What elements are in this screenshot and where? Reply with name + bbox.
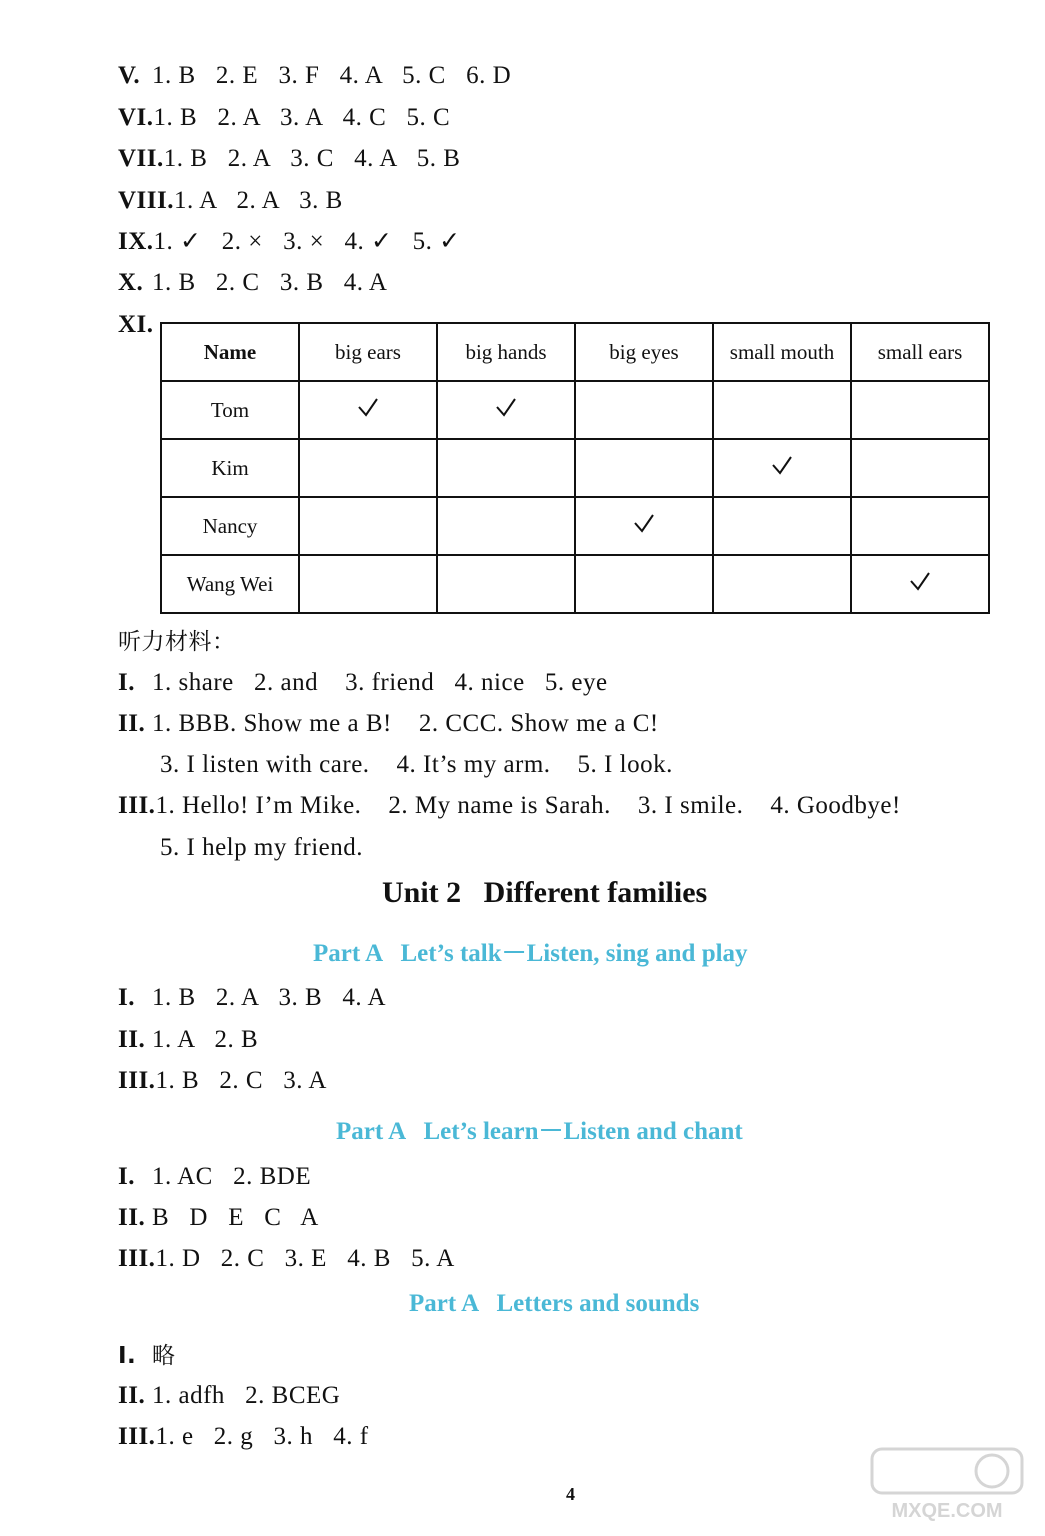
- listening-line: [160, 750, 673, 780]
- listening-line: [160, 833, 363, 863]
- table-cell: [851, 381, 989, 439]
- answer-line: [118, 1025, 258, 1055]
- table-row: [161, 381, 989, 439]
- table-cell: [851, 497, 989, 555]
- table-row: [161, 497, 989, 555]
- answer-text: 1. ✓ 2. × 3. × 4. ✓ 5. ✓: [153, 228, 461, 255]
- answer-text: 1. B 2. C 3. B 4. A: [152, 269, 388, 296]
- check-mark-icon: [633, 513, 655, 533]
- answer-line-vi: [118, 103, 450, 133]
- table-cell: [713, 381, 851, 439]
- roman-numeral: XI.: [118, 311, 154, 338]
- answer-text: 1. B 2. A 3. B 4. A: [152, 984, 387, 1011]
- roman-numeral: III.: [118, 792, 156, 819]
- table-cell: [713, 497, 851, 555]
- listening-line: [118, 709, 659, 739]
- listening-text: 1. share 2. and 3. friend 4. nice 5. eye: [152, 669, 608, 696]
- answer-line: [118, 1203, 319, 1233]
- check-mark-icon: [495, 397, 517, 417]
- page-number: 4: [566, 1484, 575, 1504]
- table-cell: [851, 555, 989, 613]
- answer-line: [118, 983, 386, 1013]
- table-name-cell: Tom: [161, 381, 299, 439]
- answer-line-x: [118, 268, 387, 298]
- roman-numeral: III.: [118, 1245, 156, 1272]
- table-cell: [575, 555, 713, 613]
- roman-numeral: I.: [118, 1163, 135, 1190]
- roman-numeral: VI.: [118, 104, 154, 131]
- table-header-cell: big eyes: [575, 323, 713, 381]
- roman-numeral: X.: [118, 269, 144, 296]
- table-cell: [437, 555, 575, 613]
- answer-line: [118, 1162, 311, 1192]
- answer-text: 1. adfh 2. BCEG: [152, 1382, 341, 1409]
- answer-text: 略: [152, 1343, 176, 1369]
- answer-line: [118, 1244, 455, 1274]
- section-title: Part A Let’s learn－Listen and chant: [336, 1118, 743, 1145]
- answer-line: [118, 1422, 369, 1452]
- roman-numeral: II.: [118, 1204, 146, 1231]
- roman-numeral: I.: [118, 669, 135, 696]
- table-header-cell: small ears: [851, 323, 989, 381]
- roman-numeral: VIII.: [118, 187, 174, 214]
- table-cell: [299, 439, 437, 497]
- table-cell: [575, 439, 713, 497]
- section-title: Part A Letters and sounds: [409, 1290, 700, 1317]
- answer-line-vii: [118, 144, 460, 174]
- answer-line-viii: [118, 186, 343, 216]
- roman-numeral: III.: [118, 1067, 156, 1094]
- table-row: [161, 439, 989, 497]
- table-cell: [437, 497, 575, 555]
- roman-numeral: I.: [118, 984, 135, 1011]
- answer-text: 1. D 2. C 3. E 4. B 5. A: [155, 1245, 455, 1272]
- check-mark-icon: [909, 571, 931, 591]
- table-name-cell: Kim: [161, 439, 299, 497]
- answer-line-ix: [118, 227, 461, 257]
- listening-text: 1. Hello! I’m Mike. 2. My name is Sarah. 3. I smile. 4. Goodbye!: [155, 792, 901, 819]
- roman-numeral: II.: [118, 710, 146, 737]
- table-header-cell: small mouth: [713, 323, 851, 381]
- table-cell: [299, 381, 437, 439]
- answer-text: B D E C A: [152, 1204, 319, 1231]
- table-cell: [851, 439, 989, 497]
- table-name-cell: Wang Wei: [161, 555, 299, 613]
- answer-line-v: [118, 61, 511, 91]
- answer-text: 1. A 2. B: [152, 1026, 259, 1053]
- table-name-cell: Nancy: [161, 497, 299, 555]
- answer-text: 1. A 2. A 3. B: [174, 187, 343, 214]
- listening-line: [118, 791, 901, 821]
- answer-text: 1. e 2. g 3. h 4. f: [155, 1423, 369, 1450]
- table-row: [161, 555, 989, 613]
- table-cell: [299, 497, 437, 555]
- table-cell: [713, 555, 851, 613]
- table-cell: [299, 555, 437, 613]
- table-cell: [437, 381, 575, 439]
- answer-text: 1. B 2. A 3. A 4. C 5. C: [153, 104, 451, 131]
- check-mark-icon: [771, 455, 793, 475]
- listening-text: 1. BBB. Show me a B! 2. CCC. Show me a C!: [152, 710, 659, 737]
- table-cell: [575, 381, 713, 439]
- watermark-logo: [862, 1445, 1032, 1525]
- listening-text: 5. I help my friend.: [160, 834, 364, 861]
- table-header-cell: big ears: [299, 323, 437, 381]
- table-cell: [437, 439, 575, 497]
- features-table: [160, 322, 990, 614]
- answer-text: 1. AC 2. BDE: [152, 1163, 312, 1190]
- roman-numeral: II.: [118, 1382, 146, 1409]
- roman-numeral: II.: [118, 1026, 146, 1053]
- table-header-row: [161, 323, 989, 381]
- table-cell: [713, 439, 851, 497]
- table-header-cell: big hands: [437, 323, 575, 381]
- roman-numeral: III.: [118, 1423, 156, 1450]
- answer-text: 1. B 2. C 3. A: [155, 1067, 327, 1094]
- roman-numeral: V.: [118, 62, 141, 89]
- unit-title: Unit 2 Different families: [382, 876, 708, 909]
- answer-line: [118, 1066, 327, 1096]
- listening-line: [118, 668, 608, 698]
- table-header-cell: Name: [161, 323, 299, 381]
- answer-line: [118, 1341, 176, 1371]
- section-title: Part A Let’s talk－Listen, sing and play: [313, 940, 748, 967]
- roman-numeral: I.: [118, 1343, 137, 1369]
- check-mark-icon: [357, 397, 379, 417]
- answer-line: [118, 1381, 340, 1411]
- answer-line-xi: [118, 310, 154, 340]
- listening-title: 听力材料：: [118, 629, 236, 655]
- listening-text: 3. I listen with care. 4. It’s my arm. 5. I look.: [160, 751, 673, 778]
- roman-numeral: VII.: [118, 145, 164, 172]
- roman-numeral: IX.: [118, 228, 154, 255]
- table-cell: [575, 497, 713, 555]
- watermark-text: MXQE.COM: [891, 1500, 1003, 1522]
- answer-text: 1. B 2. A 3. C 4. A 5. B: [163, 145, 461, 172]
- answer-text: 1. B 2. E 3. F 4. A 5. C 6. D: [152, 62, 512, 89]
